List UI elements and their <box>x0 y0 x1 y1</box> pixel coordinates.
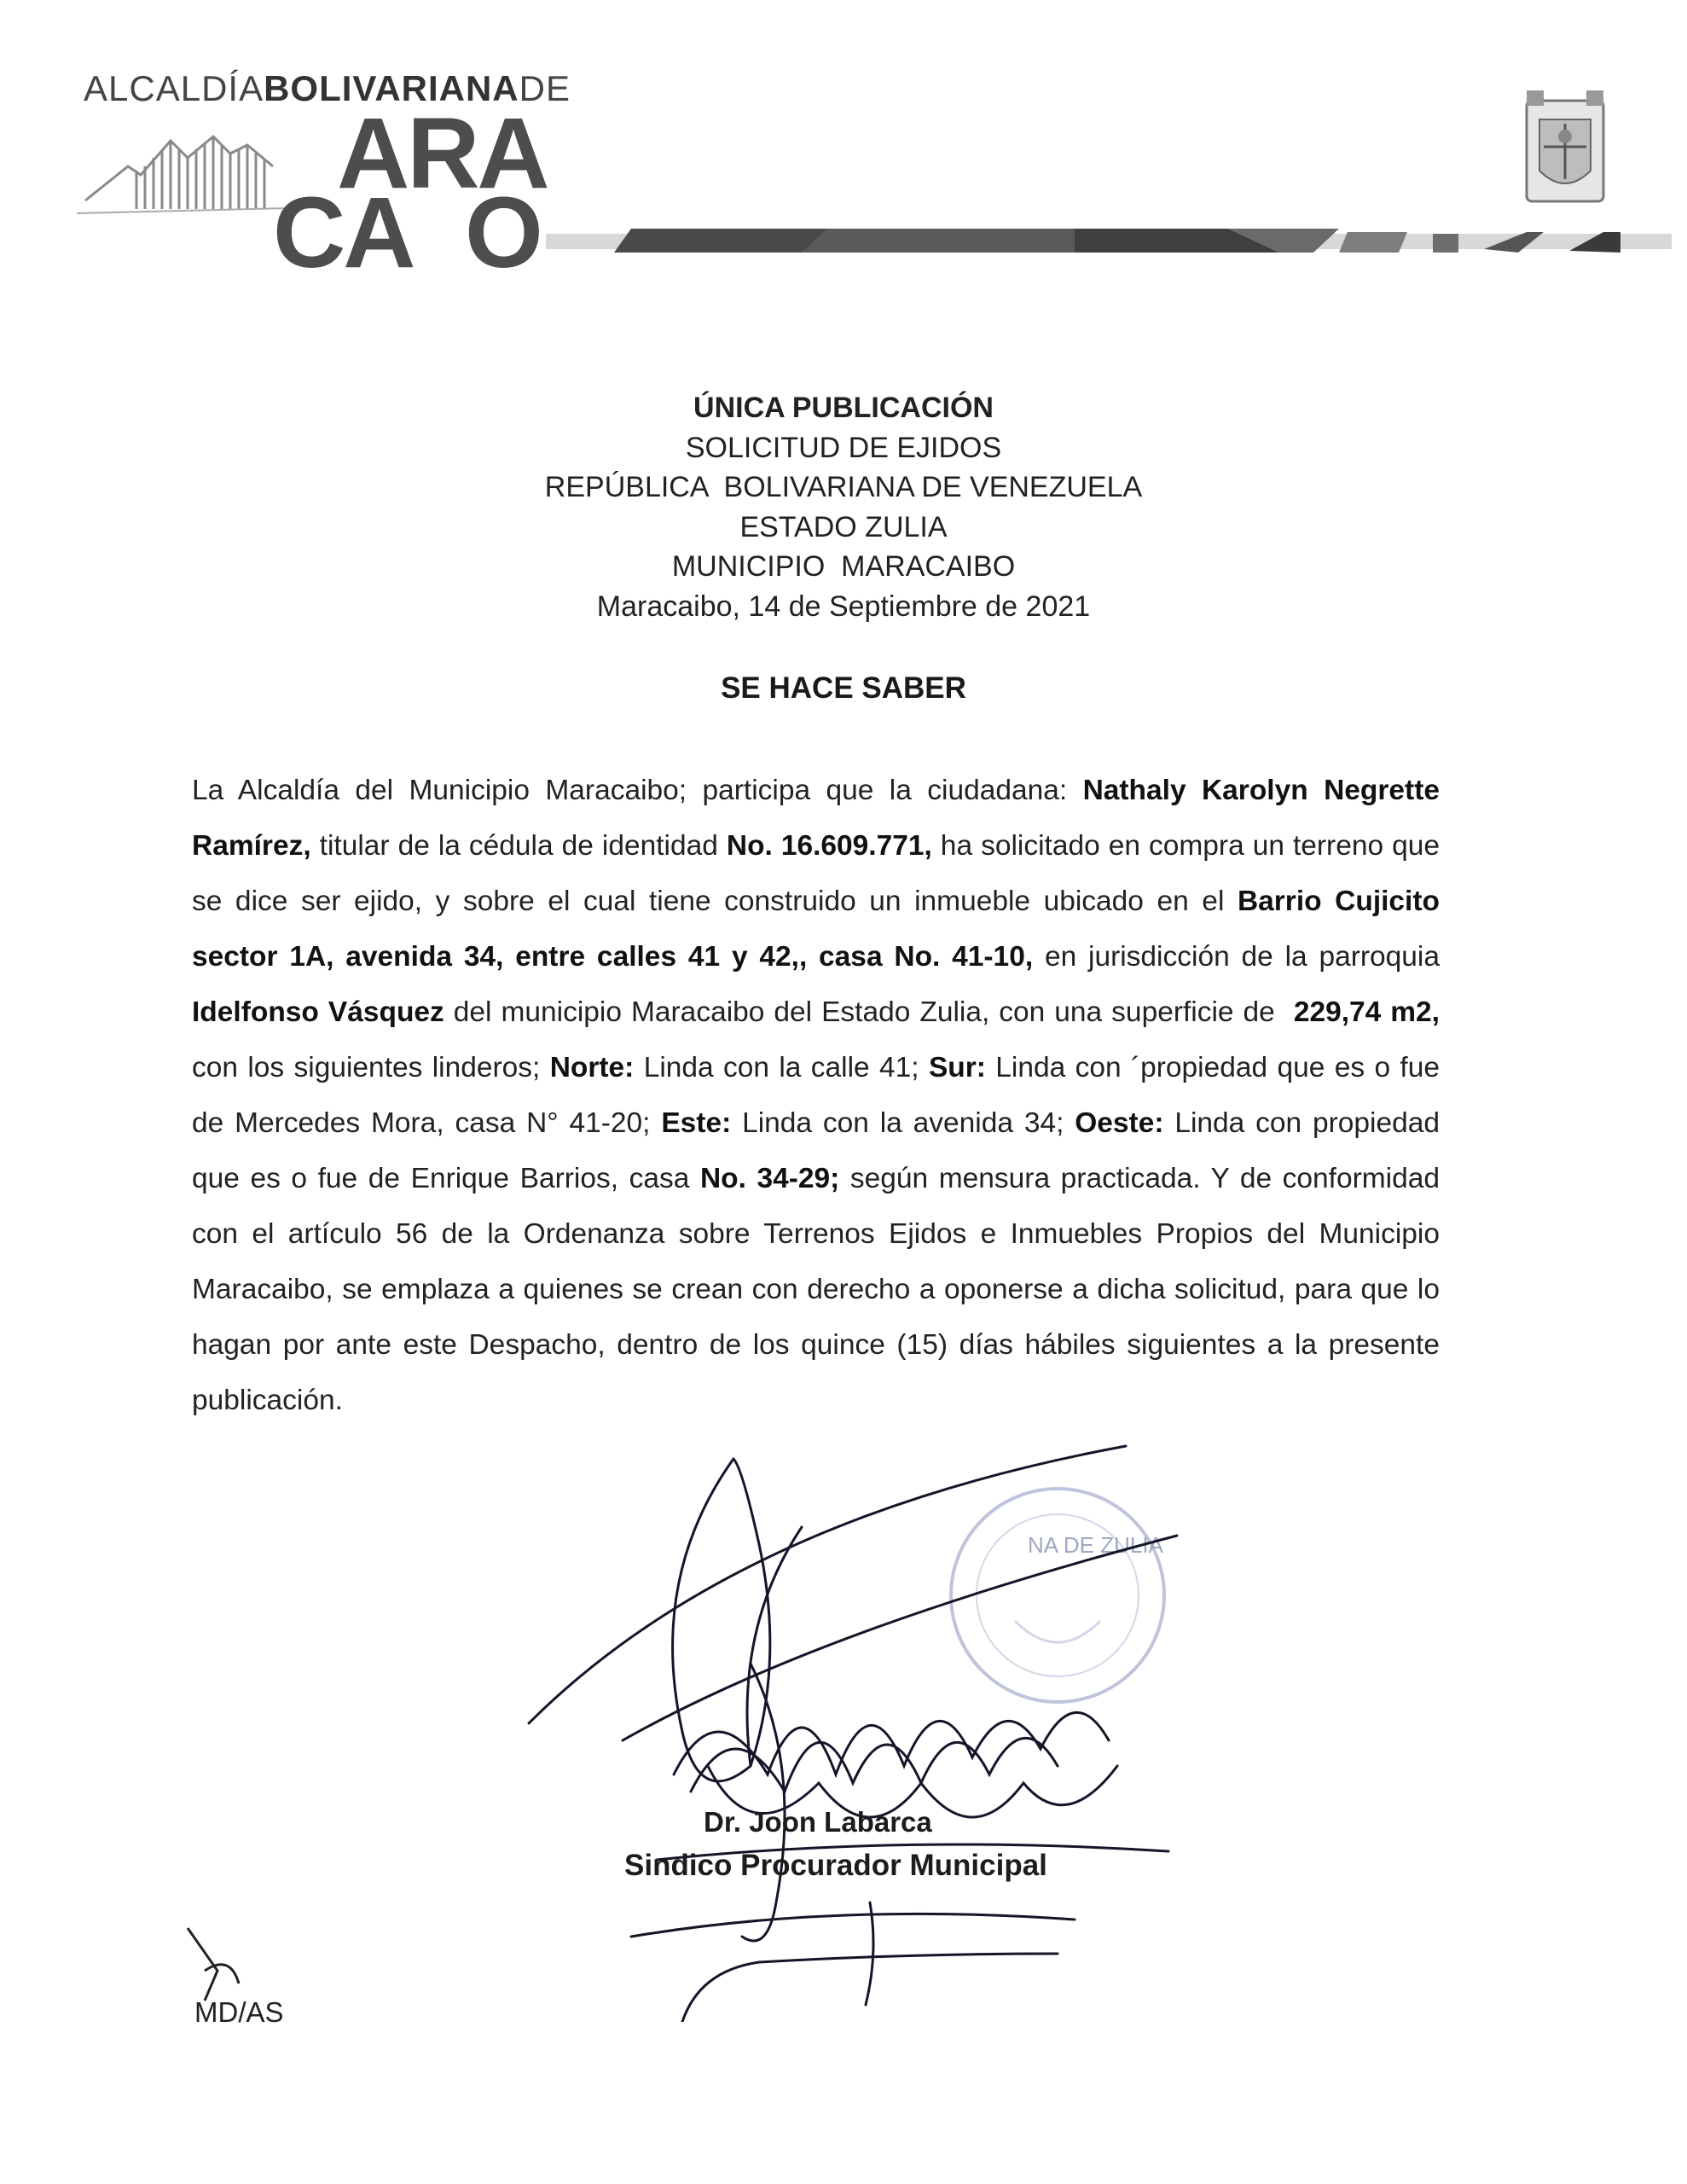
publication-subtitle: SOLICITUD DE EJIDOS <box>685 431 1002 464</box>
publication-title: ÚNICA PUBLICACIÓN <box>693 392 994 424</box>
announcement-heading: SE HACE SABER <box>721 671 966 705</box>
property-address: Barrio Cujicito sector 1A, avenida 34, entre calles 41 y 42,, casa No. 41-10, <box>192 886 1440 973</box>
letterhead-bold: BOLIVARIANA <box>264 68 519 108</box>
date-line: Maracaibo, 14 de Septiembre de 2021 <box>596 590 1091 623</box>
municipality-line: MUNICIPIO MARACAIBO <box>671 550 1016 583</box>
heading-block <box>0 388 1687 626</box>
body-text-segment: ha solicitado en compra un terreno que se dice ser ejido, y sobre el cual tiene construido un inmueble ubicado en el <box>192 830 1440 917</box>
letterhead-prefix: ALCALDÍA <box>84 68 264 108</box>
body-text-segment: La Alcaldía del Municipio Maracaibo; participa que la ciudadana: <box>192 775 1083 806</box>
boundary-north-label: Norte: <box>549 1052 635 1083</box>
applicant-name: Nathaly Karolyn Negrette Ramírez, <box>192 775 1440 862</box>
logo-ca: CA <box>273 177 414 289</box>
stamp-text: NA DE ZULIA <box>1028 1532 1163 1558</box>
reference-initials: MD/AS <box>194 1996 284 2028</box>
coat-of-arms-icon <box>1522 85 1608 209</box>
surface-area: 229,74 m2, <box>1293 996 1440 1028</box>
body-text-segment: del municipio Maracaibo del Estado Zulia, con una superficie de <box>443 996 1294 1028</box>
boundary-west-label: Oeste: <box>1075 1107 1164 1139</box>
west-house-number: No. 34-29; <box>699 1163 840 1194</box>
body-text-segment: Linda con propiedad que es o fue de Enrique Barrios, casa <box>192 1107 1440 1194</box>
signer-name: Dr. Joon Labarca <box>704 1806 932 1838</box>
letterhead-band-decoration <box>546 224 1672 258</box>
boundary-south-label: Sur: <box>928 1052 986 1083</box>
logo-o: O <box>465 177 543 289</box>
state-line: ESTADO ZULIA <box>739 510 948 543</box>
id-number: No. 16.609.771, <box>726 830 932 862</box>
notice-body <box>192 763 1440 1428</box>
handwritten-signature <box>478 1408 1245 2022</box>
letterhead-suffix: DE <box>519 68 571 108</box>
signer-title: Sindico Procurador Municipal <box>624 1849 1047 1882</box>
body-text-segment: Linda con ´propiedad que es o fue de Mercedes Mora, casa N° 41-20; <box>192 1052 1441 1139</box>
boundary-east-label: Este: <box>661 1107 732 1139</box>
republic-line: REPÚBLICA BOLIVARIANA DE VENEZUELA <box>544 471 1143 503</box>
logo-ara: ARA <box>337 97 548 210</box>
body-text-segment: Linda con la avenida 34; <box>731 1107 1075 1139</box>
body-text-segment: titular de la cédula de identidad <box>310 830 727 862</box>
parish-name: Idelfonso Vásquez <box>192 996 444 1028</box>
body-text-segment: Linda con la calle 41; <box>634 1052 929 1083</box>
body-text-segment: en jurisdicción de la parroquia <box>1033 941 1440 973</box>
body-text-segment: según mensura practicada. Y de conformidad con el artículo 56 de la Ordenanza sobre Terrenos Ejidos e Inmuebles Propios del Municipio Maracaibo, se emplaza a quienes se crean con derecho a oponerse a dicha solicitud, para que lo hagan por ante este Despacho, dentro de los quince (15) días hábiles siguientes a la presente publicación. <box>192 1163 1440 1416</box>
body-text-segment: con los siguientes linderos; <box>192 1052 550 1083</box>
letterhead <box>0 0 1687 289</box>
